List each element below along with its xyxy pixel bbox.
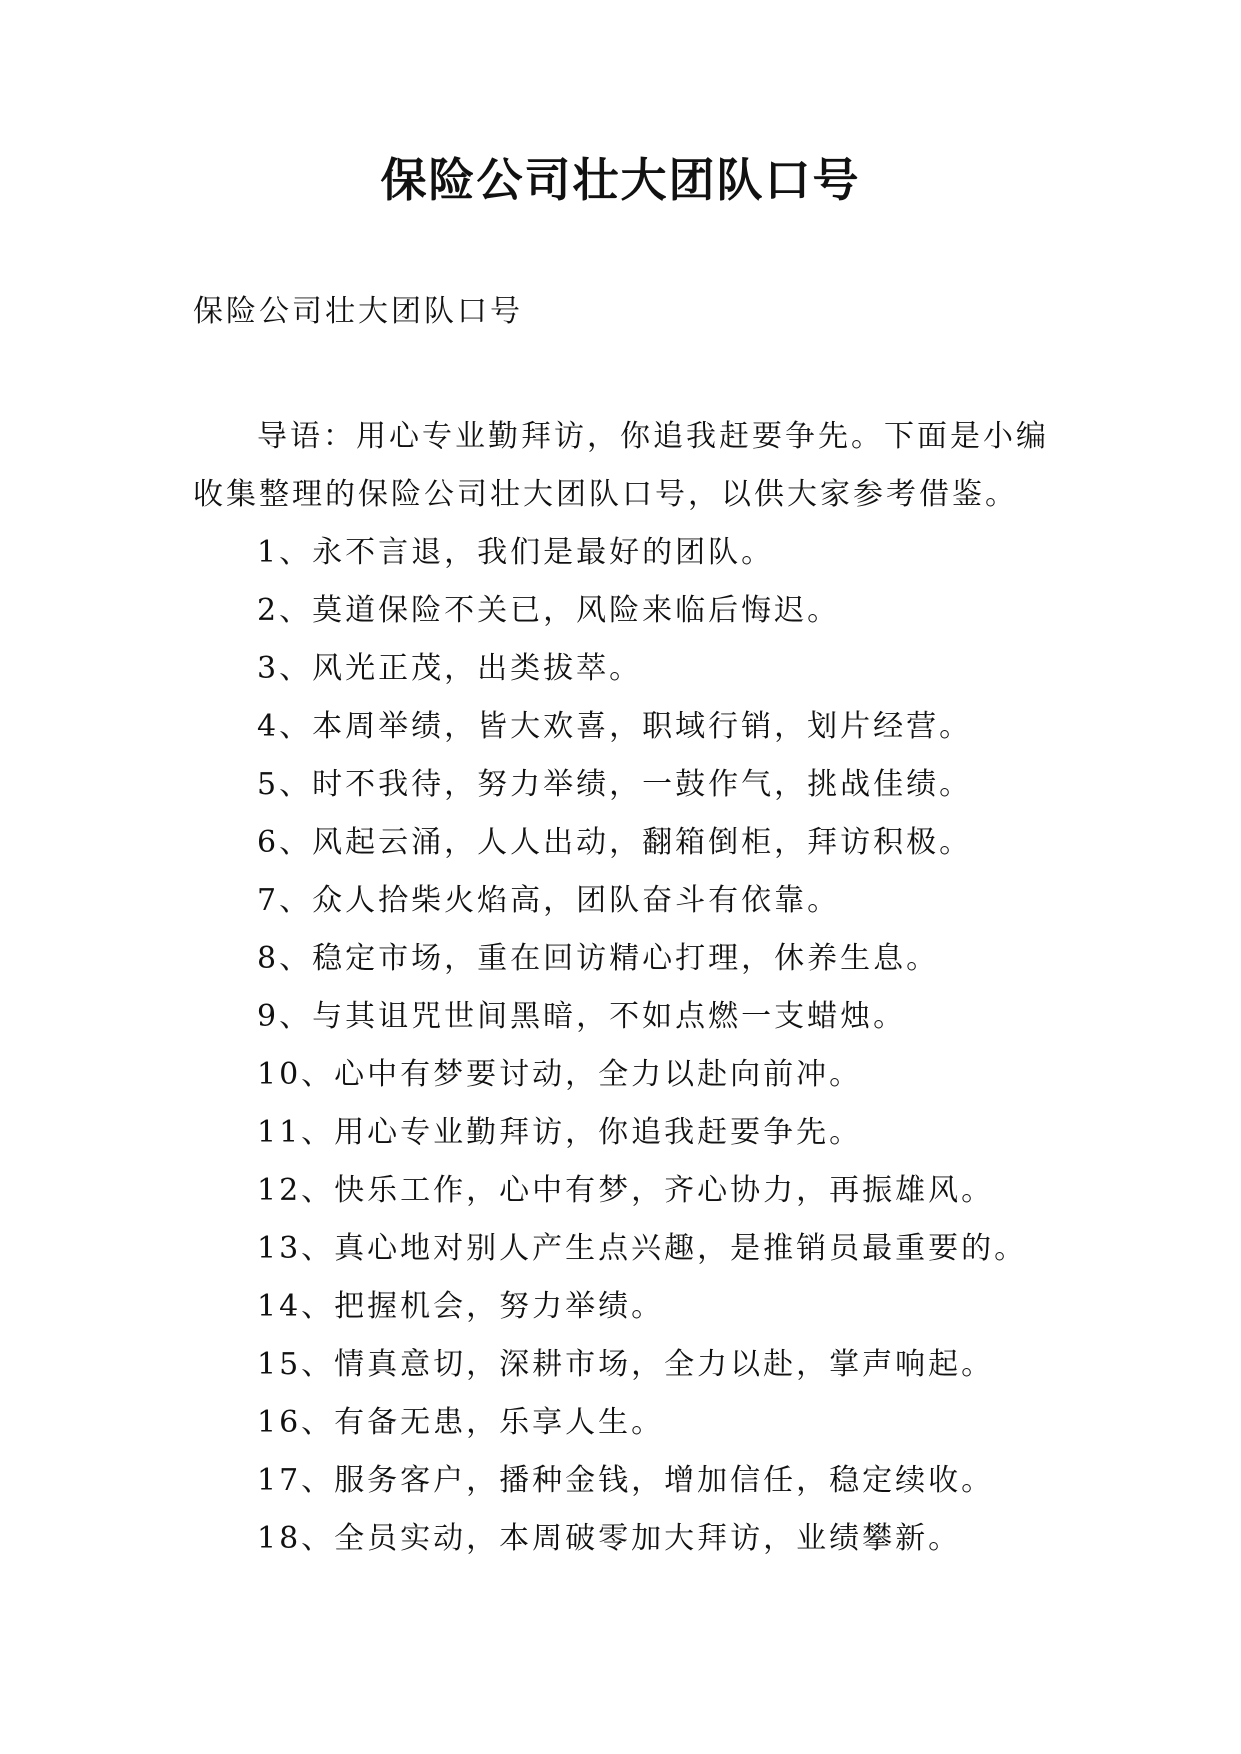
slogan-item: 7、众人拾柴火焰高，团队奋斗有依靠。 <box>257 883 841 918</box>
slogan-item: 10、心中有梦要讨动，全力以赴向前冲。 <box>257 1057 863 1092</box>
slogan-item: 8、稳定市场，重在回访精心打理，休养生息。 <box>257 941 940 976</box>
slogan-list <box>193 524 1073 1568</box>
document-title: 保险公司壮大团队口号 <box>380 153 861 207</box>
slogan-item: 13、真心地对别人产生点兴趣，是推销员最重要的。 <box>257 1231 1028 1266</box>
slogan-item: 2、莫道保险不关已，风险来临后悔迟。 <box>257 593 841 628</box>
slogan-item: 4、本周举绩，皆大欢喜，职域行销，划片经营。 <box>257 709 973 744</box>
document-subtitle: 保险公司壮大团队口号 <box>193 294 523 329</box>
slogan-item: 17、服务客户，播种金钱，增加信任，稳定续收。 <box>257 1463 995 1498</box>
slogan-item: 18、全员实动，本周破零加大拜访，业绩攀新。 <box>257 1521 962 1556</box>
intro-paragraph: 导语：用心专业勤拜访，你追我赶要争先。下面是小编收集整理的保险公司壮大团队口号，以供大家参考借鉴。 <box>193 419 1049 512</box>
slogan-item: 12、快乐工作，心中有梦，齐心协力，再振雄风。 <box>257 1173 995 1208</box>
slogan-item: 3、风光正茂，出类拔萃。 <box>257 651 643 686</box>
slogan-item: 14、把握机会，努力举绩。 <box>257 1289 665 1324</box>
slogan-item: 1、永不言退，我们是最好的团队。 <box>257 535 775 570</box>
slogan-item: 9、与其诅咒世间黑暗，不如点燃一支蜡烛。 <box>257 999 907 1034</box>
slogan-item: 16、有备无患，乐享人生。 <box>257 1405 665 1440</box>
slogan-item: 5、时不我待，努力举绩，一鼓作气，挑战佳绩。 <box>257 767 973 802</box>
slogan-item: 15、情真意切，深耕市场，全力以赴，掌声响起。 <box>257 1347 995 1382</box>
slogan-item: 11、用心专业勤拜访，你追我赶要争先。 <box>257 1115 863 1150</box>
slogan-item: 6、风起云涌，人人出动，翻箱倒柜，拜访积极。 <box>257 825 973 860</box>
